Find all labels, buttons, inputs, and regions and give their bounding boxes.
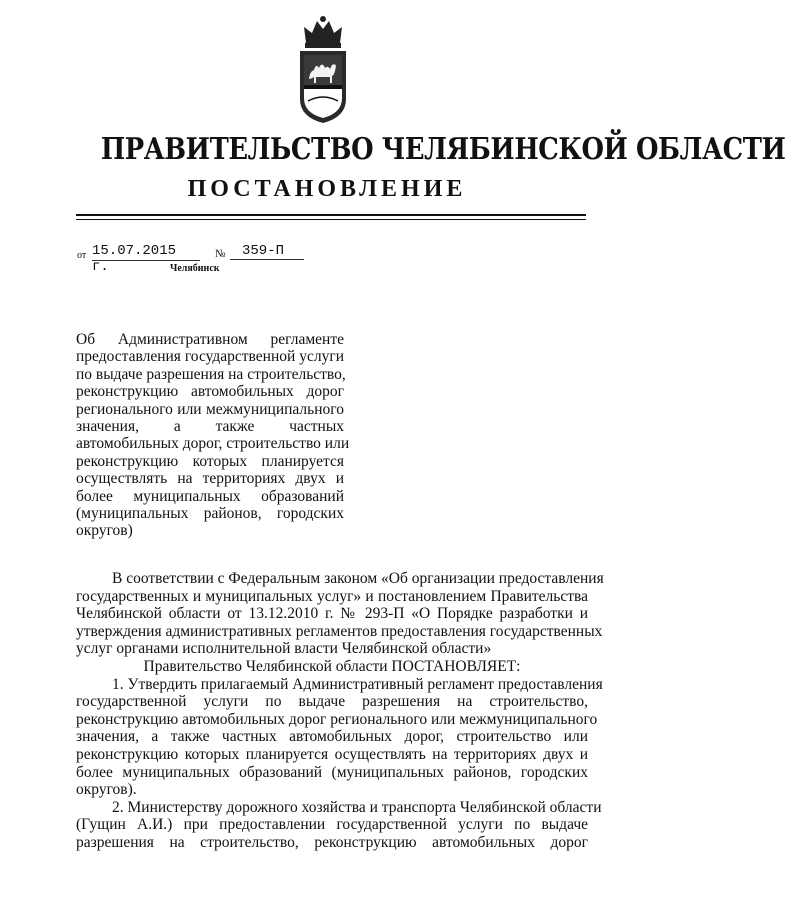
subject-line: реконструкцию которых планируется — [76, 452, 344, 470]
body-line: услуг органами исполнительной власти Челябинской области» — [76, 640, 492, 658]
body-line: (Гущин А.И.) при предоставлении государственной услуги по выдаче — [76, 816, 588, 834]
subject-line: более муниципальных образований — [76, 487, 344, 505]
subject-line: реконструкцию автомобильных дорог — [76, 383, 344, 401]
body-line: 1. Утвердить прилагаемый Административный регламент предоставления — [112, 675, 603, 693]
document-body — [76, 570, 604, 852]
city-name: Челябинск — [170, 263, 220, 274]
organization-title: ПРАВИТЕЛЬСТВО ЧЕЛЯБИНСКОЙ ОБЛАСТИ — [100, 132, 785, 167]
subject-line: автомобильных дорог, строительство или — [76, 435, 350, 453]
subject-line: (муниципальных районов, городских — [76, 504, 344, 522]
document-subject — [76, 331, 350, 540]
body-line: государственных и муниципальных услуг» и постановлением Правительства — [76, 587, 588, 605]
body-line: значения, а также частных автомобильных дорог, строительство или — [76, 728, 588, 746]
body-line: округов). — [76, 781, 137, 799]
number-label: № — [215, 248, 226, 260]
body-line: более муниципальных образований (муниципальных районов, городских — [76, 763, 588, 781]
subject-line: осуществлять на территориях двух и — [76, 470, 344, 488]
body-line: 2. Министерству дорожного хозяйства и транспорта Челябинской области — [112, 798, 602, 816]
body-line: В соответствии с Федеральным законом «Об организации предоставления — [112, 570, 604, 587]
body-line: Челябинской области от 13.12.2010 г. № 293-П «О Порядке разработки и — [76, 605, 588, 623]
date-label: от — [77, 250, 87, 261]
document-type-title: ПОСТАНОВЛЕНИЕ — [187, 176, 467, 202]
body-line: утверждения административных регламентов предоставления государственных — [76, 622, 603, 640]
body-line: государственной услуги по выдаче разрешения на строительство, — [76, 693, 588, 711]
subject-line: округов) — [76, 522, 133, 540]
body-line: реконструкцию автомобильных дорог регионального или межмуниципального — [76, 710, 598, 728]
document-date: 15.07.2015 г. — [92, 243, 200, 261]
document-number: 359-П — [230, 243, 304, 260]
body-line: разрешения на строительство, реконструкцию автомобильных дорог — [76, 833, 588, 851]
subject-line: предоставления государственной услуги — [76, 348, 344, 366]
subject-line: по выдаче разрешения на строительство, — [76, 365, 346, 383]
header-divider-thick — [76, 214, 586, 216]
body-line: реконструкцию которых планируется осуществлять на территориях двух и — [76, 745, 588, 763]
coat-of-arms-icon — [292, 13, 354, 125]
subject-line: регионального или межмуниципального — [76, 400, 344, 418]
subject-line: значения, а также частных — [76, 417, 344, 435]
body-line: Правительство Челябинской области ПОСТАНОВЛЯЕТ: — [143, 657, 521, 675]
subject-line: Об Административном регламенте — [76, 331, 344, 348]
header-divider-thin — [76, 219, 586, 220]
